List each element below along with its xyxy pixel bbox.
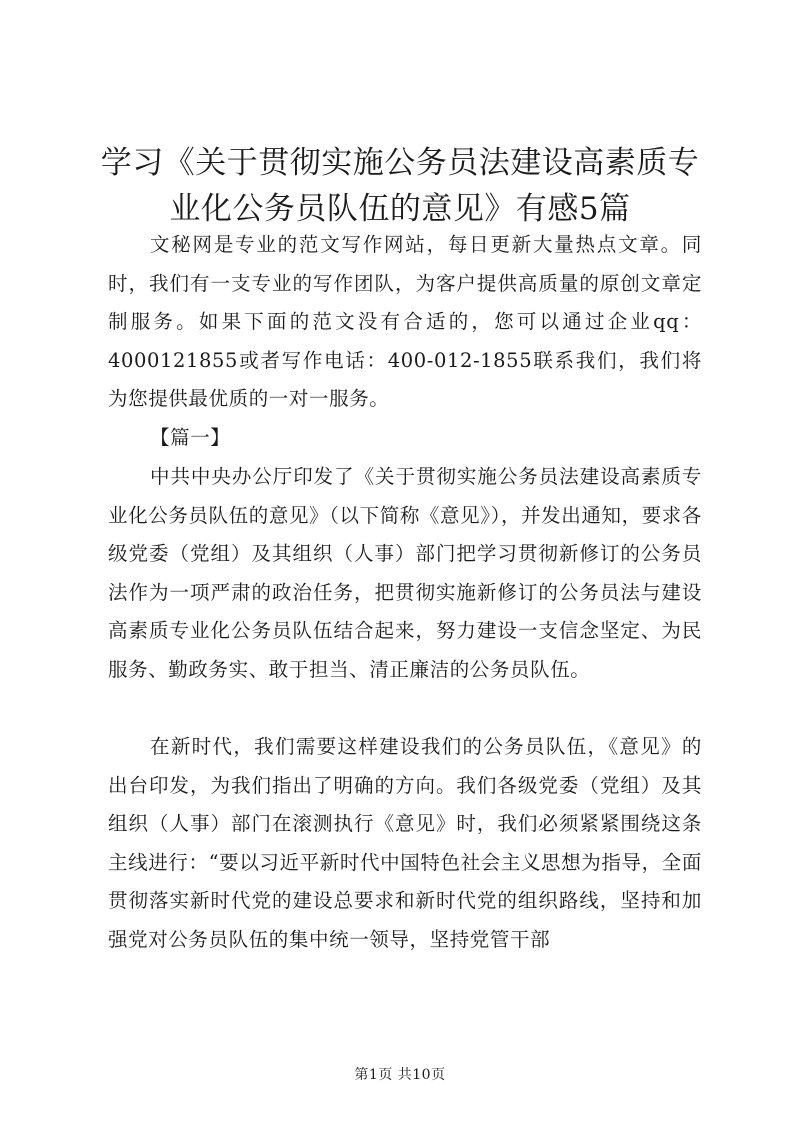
- section-heading: 【篇一】: [150, 426, 231, 449]
- page-title: 学习《关于贯彻实施公务员法建设高素质专业化公务员队伍的意见》有感5篇: [100, 145, 700, 227]
- body-paragraph-1: 中共中央办公厅印发了《关于贯彻实施公务员法建设高素质专业化公务员队伍的意见》（以下简称《意见》），并发出通知，要求各级党委（党组）及其组织（人事）部门把学习贯彻新修订的公务员法作为一项严肃的政治任务，把贯彻实施新修订的公务员法与建设高素质专业化公务员队伍结合起来，努力建设一支信念坚定、为民服务、勤政务实、敢于担当、清正廉洁的公务员队伍。: [108, 465, 702, 681]
- intro-paragraph: 文秘网是专业的范文写作网站，每日更新大量热点文章。同时，我们有一支专业的写作团队，为客户提供高质量的原创文章定制服务。如果下面的范文没有合适的，您可以通过企业qq：4000121855或者写作电话：400-012-1855联系我们，我们将为您提供最优质的一对一服务。: [108, 233, 702, 411]
- page-footer: 第1页 共10页: [354, 1067, 446, 1083]
- body-paragraph-2: 在新时代，我们需要这样建设我们的公务员队伍，《意见》的出台印发，为我们指出了明确的方向。我们各级党委（党组）及其组织（人事）部门在滚测执行《意见》时，我们必须紧紧围绕这条主线进行：“要以习近平新时代中国特色社会主义思想为指导，全面贯彻落实新时代党的建设总要求和新时代党的组织路线，坚持和加强党对公务员队伍的集中统一领导，坚持党管干部: [108, 735, 702, 951]
